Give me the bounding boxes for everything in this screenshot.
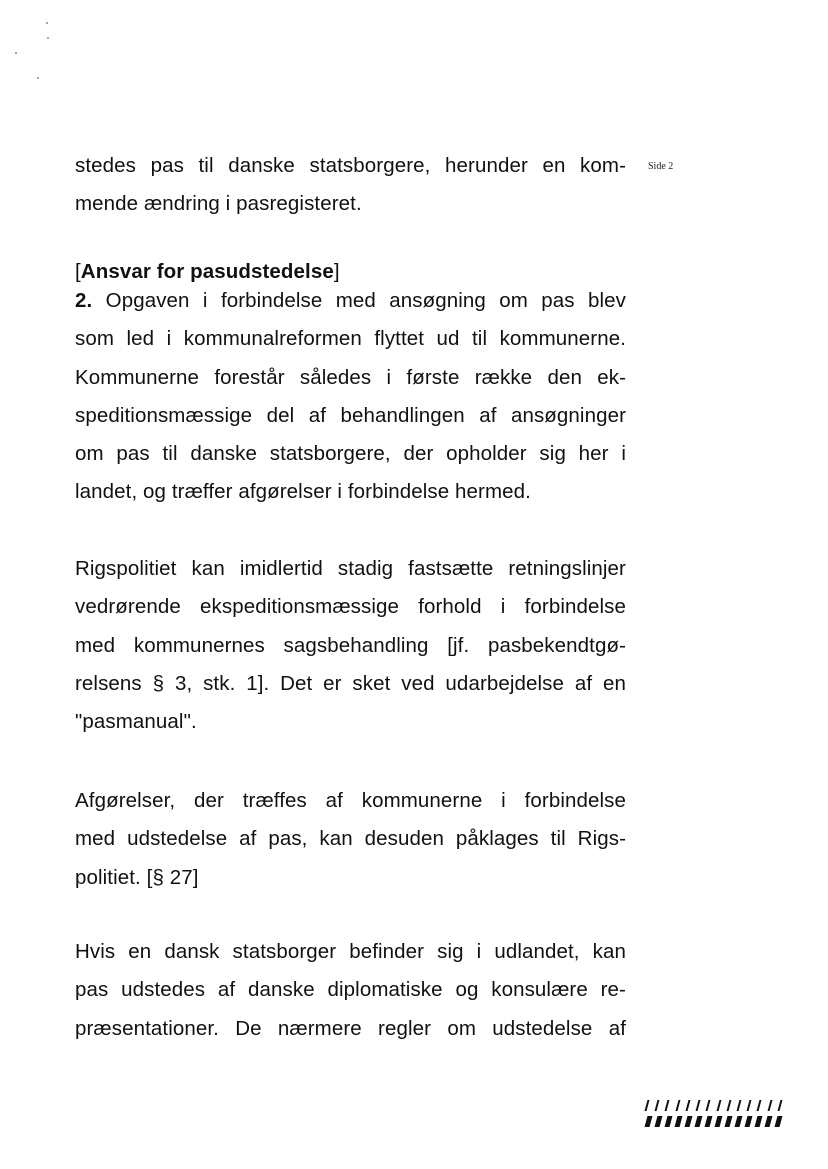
first-line-text: Opgaven i forbindelse med ansøgning om pas blev [92, 289, 626, 312]
paragraph-rigspolitiet [75, 550, 626, 741]
heading-bracket-close: ] [333, 260, 340, 283]
text-line: Afgørelser, der træffes af kommunerne i forbindelse [75, 789, 626, 812]
paragraph-afgorelser [75, 782, 626, 897]
intro-paragraph [75, 147, 626, 224]
text-line: stedes pas til danske statsborgere, herunder en kom- [75, 154, 626, 177]
text-line: landet, og træffer afgørelser i forbindelse hermed. [75, 480, 531, 504]
text-line: Hvis en dansk statsborger befinder sig i udlandet, kan [75, 940, 626, 963]
section-2-paragraph [75, 282, 626, 512]
text-line: med kommunernes sagsbehandling [jf. pasbekendtgø- [75, 633, 626, 657]
text-line: speditionsmæssige del af behandlingen af ansøgninger [75, 403, 626, 427]
heading-bracket-open: [ [75, 260, 81, 283]
barcode-mark [646, 1100, 781, 1132]
barcode-row-thick [646, 1116, 781, 1127]
text-line: vedrørende ekspeditionsmæssige forhold i forbindelse [75, 595, 626, 619]
text-line: om pas til danske statsborgere, der opholder sig her i [75, 442, 626, 466]
text-line: pas udstedes af danske diplomatiske og konsulære re- [75, 978, 626, 1002]
text-line: som led i kommunalreformen flyttet ud til kommunerne. [75, 327, 626, 351]
section-title: Ansvar for pasudstedelse [80, 260, 334, 283]
text-line: mende ændring i pasregisteret. [75, 192, 362, 216]
text-line [75, 282, 626, 320]
text-line: Kommunerne forestår således i første række den ek- [75, 365, 626, 389]
paragraph-udlandet [75, 933, 626, 1048]
text-line: præsentationer. De nærmere regler om udstedelse af [75, 1016, 626, 1040]
page-number-label: Side 2 [648, 161, 674, 172]
text-line: Rigspolitiet kan imidlertid stadig fastsætte retningslinjer [75, 557, 626, 580]
text-line: relsens § 3, stk. 1]. Det er sket ved udarbejdelse af en [75, 671, 626, 695]
text-line: "pasmanual". [75, 710, 197, 734]
paragraph-number: 2. [75, 289, 93, 312]
text-line: med udstedelse af pas, kan desuden påklages til Rigs- [75, 827, 626, 851]
barcode-row-thin [646, 1100, 781, 1111]
text-line: politiet. [§ 27] [75, 865, 199, 889]
